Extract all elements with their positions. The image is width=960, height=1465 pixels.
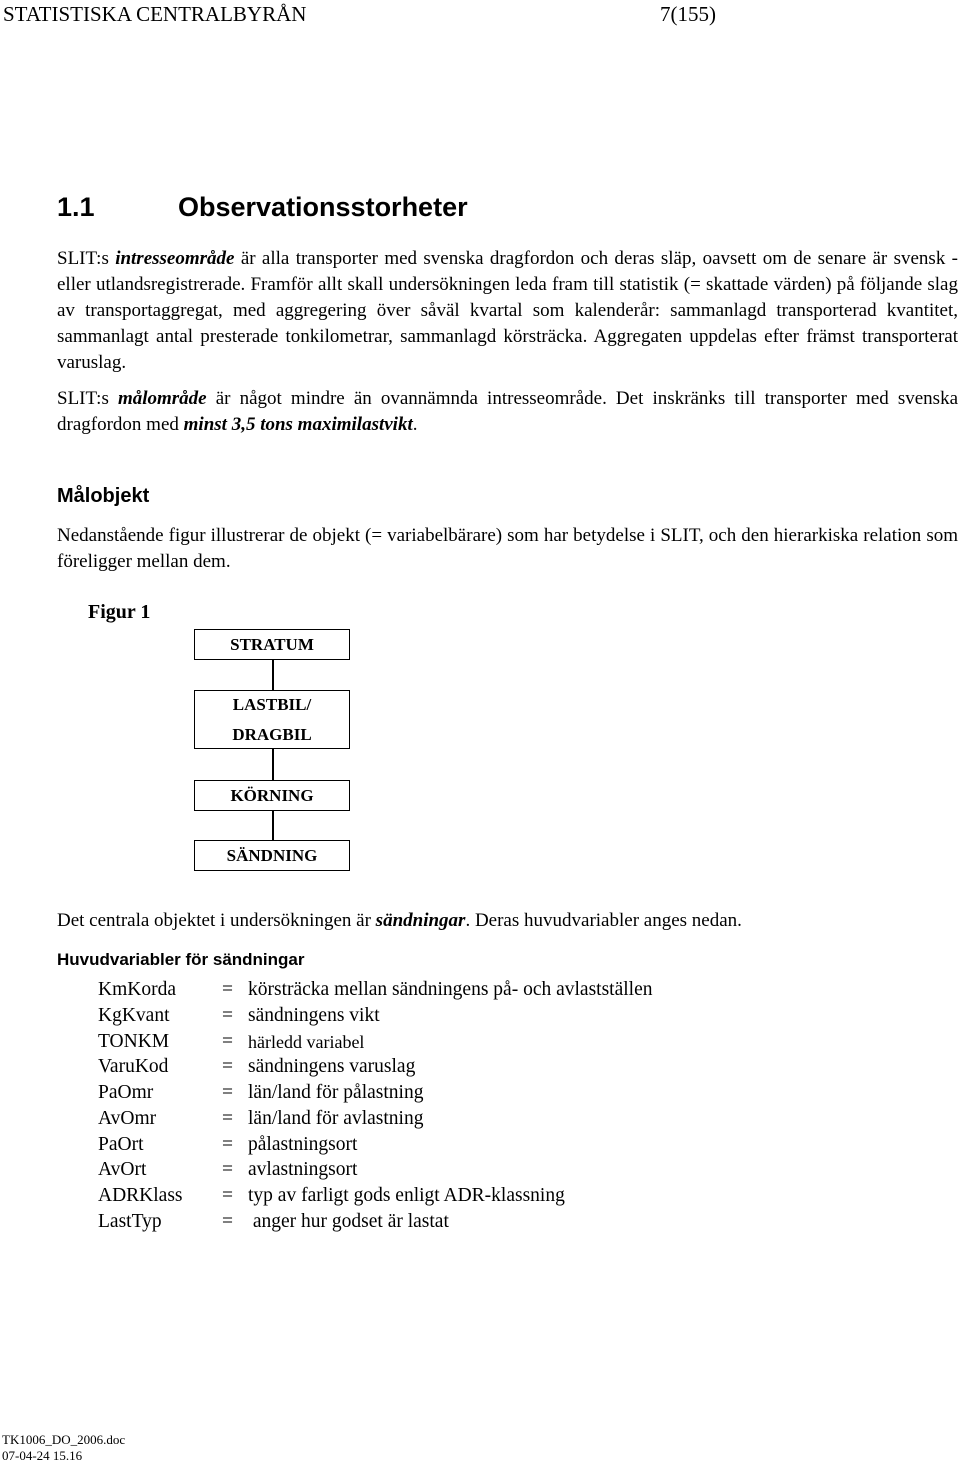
box-stratum: STRATUM [194,629,350,660]
para1-prefix: SLIT:s [57,248,116,269]
variable-description: typ av farligt gods enligt ADR-klassning [248,1185,565,1206]
section-title: Observationsstorheter [178,192,468,222]
term-malomrade: målområde [117,388,207,409]
variable-name: AvOmr [98,1108,157,1129]
equals-sign: = [222,1185,233,1206]
variable-name: PaOmr [98,1082,154,1103]
box-lastbil-dragbil [194,690,350,749]
variable-description: anger hur godset är lastat [248,1211,449,1232]
connector-line [272,660,274,690]
box-korning: KÖRNING [194,780,350,811]
section-number: 1.1 [57,192,95,222]
equals-sign: = [222,1159,233,1180]
para2-end: . [412,414,418,435]
variable-name: VaruKod [98,1056,169,1077]
paragraph-central-object [57,908,958,934]
equals-sign: = [222,1031,233,1052]
para2-middle: är något mindre än ovannämnda intresseområde. Det inskränks till transporter med svenska dragfordon med [57,388,958,435]
footer-filename: TK1006_DO_2006.doc [2,1432,126,1447]
variable-name: KgKvant [98,1005,170,1026]
para4-rest: . Deras huvudvariabler anges nedan. [465,910,742,931]
equals-sign: = [222,979,233,1000]
subheading-malobjekt: Målobjekt [57,485,150,507]
equals-sign: = [222,1134,233,1155]
connector-line [272,749,274,780]
term-intresseomrade: intresseområde [115,248,235,269]
para1-rest: är alla transporter med svenska dragfordon och deras släp, oavsett om de senare är svensk - eller utlandsregistrerade. Framför allt skall undersökningen leda fram till statistik (= skattade värden) på följande slag av transportaggregat, med aggregering över såväl kvartal som kalenderår: sammanlagd transporterad kvantitet, sammanlagt antal presterade tonkilometrar, sammanlagd körsträcka. Aggregaten uppdelas efter främst transporterat varuslag. [57,248,958,373]
para4-prefix: Det centrala objektet i undersökningen är [57,910,376,931]
page-number: 7(155) [660,2,716,26]
variable-description: sändningens varuslag [248,1056,416,1077]
variables-heading: Huvudvariabler för sändningar [57,950,305,969]
term-sandningar: sändningar [375,910,466,931]
variable-name: AvOrt [98,1159,147,1180]
paragraph-malomrade [57,386,958,438]
paragraph-figure-intro: Nedanstående figur illustrerar de objekt (= variabelbärare) som har betydelse i SLIT, och den hierarkiska relation som föreligger mellan dem. [57,525,958,572]
header-org: STATISTISKA CENTRALBYRÅN [3,2,307,26]
equals-sign: = [222,1005,233,1026]
variable-name: TONKM [98,1031,170,1052]
box-lastbil-line2: DRAGBIL [232,724,312,744]
variable-description: pålastningsort [248,1134,358,1155]
variable-description: län/land för pålastning [248,1082,424,1103]
variable-name: LastTyp [98,1211,162,1232]
variable-name: ADRKlass [98,1185,183,1206]
equals-sign: = [222,1108,233,1129]
footer-datetime: 07-04-24 15.16 [2,1448,83,1463]
box-sandning: SÄNDNING [194,840,350,871]
variable-name: KmKorda [98,979,176,1000]
connector-line [272,811,274,840]
variable-description: körsträcka mellan sändningens på- och avlastställen [248,979,653,1000]
para2-prefix: SLIT:s [57,388,118,409]
equals-sign: = [222,1082,233,1103]
equals-sign: = [222,1056,233,1077]
variable-description: härledd variabel [248,1032,365,1052]
variable-description: sändningens vikt [248,1005,380,1026]
variable-description: län/land för avlastning [248,1108,424,1129]
box-lastbil-line1: LASTBIL/ [232,694,312,714]
variable-name: PaOrt [98,1134,144,1155]
paragraph-intresseomrade [57,246,958,376]
figure-label: Figur 1 [88,601,151,623]
term-minst-maximilastvikt: minst 3,5 tons maximilastvikt [183,414,413,435]
variable-description: avlastningsort [248,1159,358,1180]
equals-sign: = [222,1211,233,1232]
